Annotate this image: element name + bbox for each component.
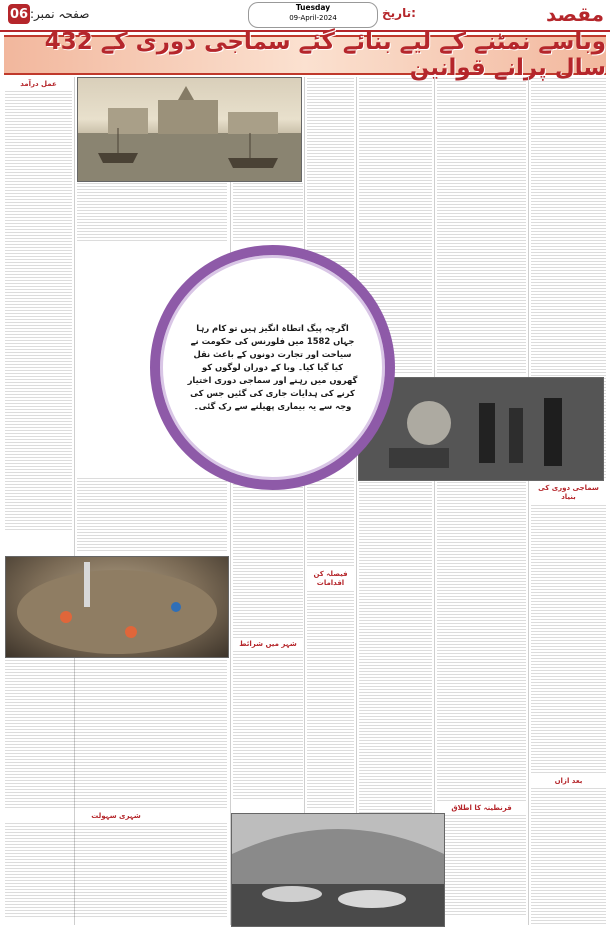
subhead: بعد ازاں <box>554 776 583 785</box>
article-column-9 <box>437 482 526 925</box>
column-divider <box>230 77 231 925</box>
harbor-illustration <box>77 77 302 182</box>
excavation-photo <box>5 556 229 658</box>
article-column-12 <box>233 478 303 808</box>
page-number-box <box>4 3 89 25</box>
article-column-14 <box>5 660 227 925</box>
article-column-7 <box>5 78 72 548</box>
subhead: سماجی دوری کی بنیاد <box>538 484 599 502</box>
subhead: شہر میں شرائط <box>239 640 297 648</box>
article-column-2 <box>437 78 526 373</box>
article-column-11 <box>307 478 354 808</box>
day-label: Tuesday <box>295 3 331 12</box>
headline: وباسے نمٹنے کے لیے بنائے گئے سماجی دوری کے 432 سال پرانے قوانین <box>44 29 606 81</box>
page-header <box>0 0 610 32</box>
masthead-logo: مقصد <box>545 2 604 26</box>
plague-street-illustration <box>358 377 604 481</box>
subhead: فیصلہ کن اقدامات <box>313 570 348 588</box>
headline-banner <box>4 29 606 81</box>
article-column-6 <box>77 183 227 243</box>
pull-quote-text: اگرچہ پیگ اتطاہ انگیز ہیں تو کام رہا جہاں 1582 میں فلورنس کی حکومت نے سیاحت اور تجارت دونوں کے باعث نقل کیا گیا کیا۔ وبا کے دوران لوگوں کو گھروں میں رہنے اور سماجی دوری اختیار کرنے کی ہدایات جاری کی گئیں جس کی وجہ سے یہ بیماری پھیلنے سے رک گئی۔ <box>187 323 358 411</box>
plague-victims-illustration <box>231 813 445 927</box>
subhead: عمل درآمد <box>20 80 57 88</box>
subhead: قرنطینہ کا اطلاق <box>451 804 512 812</box>
column-divider <box>528 77 529 925</box>
column-divider <box>304 77 305 925</box>
subhead: شہری سہولت <box>91 812 141 820</box>
page-number: 06 <box>8 4 30 24</box>
article-column-8 <box>531 482 606 925</box>
column-divider <box>356 77 357 925</box>
article-column-5 <box>233 183 303 243</box>
pull-quote-circle <box>150 245 395 490</box>
date-box <box>248 2 378 28</box>
page-label: صفحہ نمبر: <box>30 7 90 21</box>
article-column-13 <box>77 478 227 552</box>
date-value: 09-April-2024 <box>289 14 337 22</box>
column-divider <box>434 77 435 925</box>
date-label: تاریخ: <box>382 6 416 20</box>
